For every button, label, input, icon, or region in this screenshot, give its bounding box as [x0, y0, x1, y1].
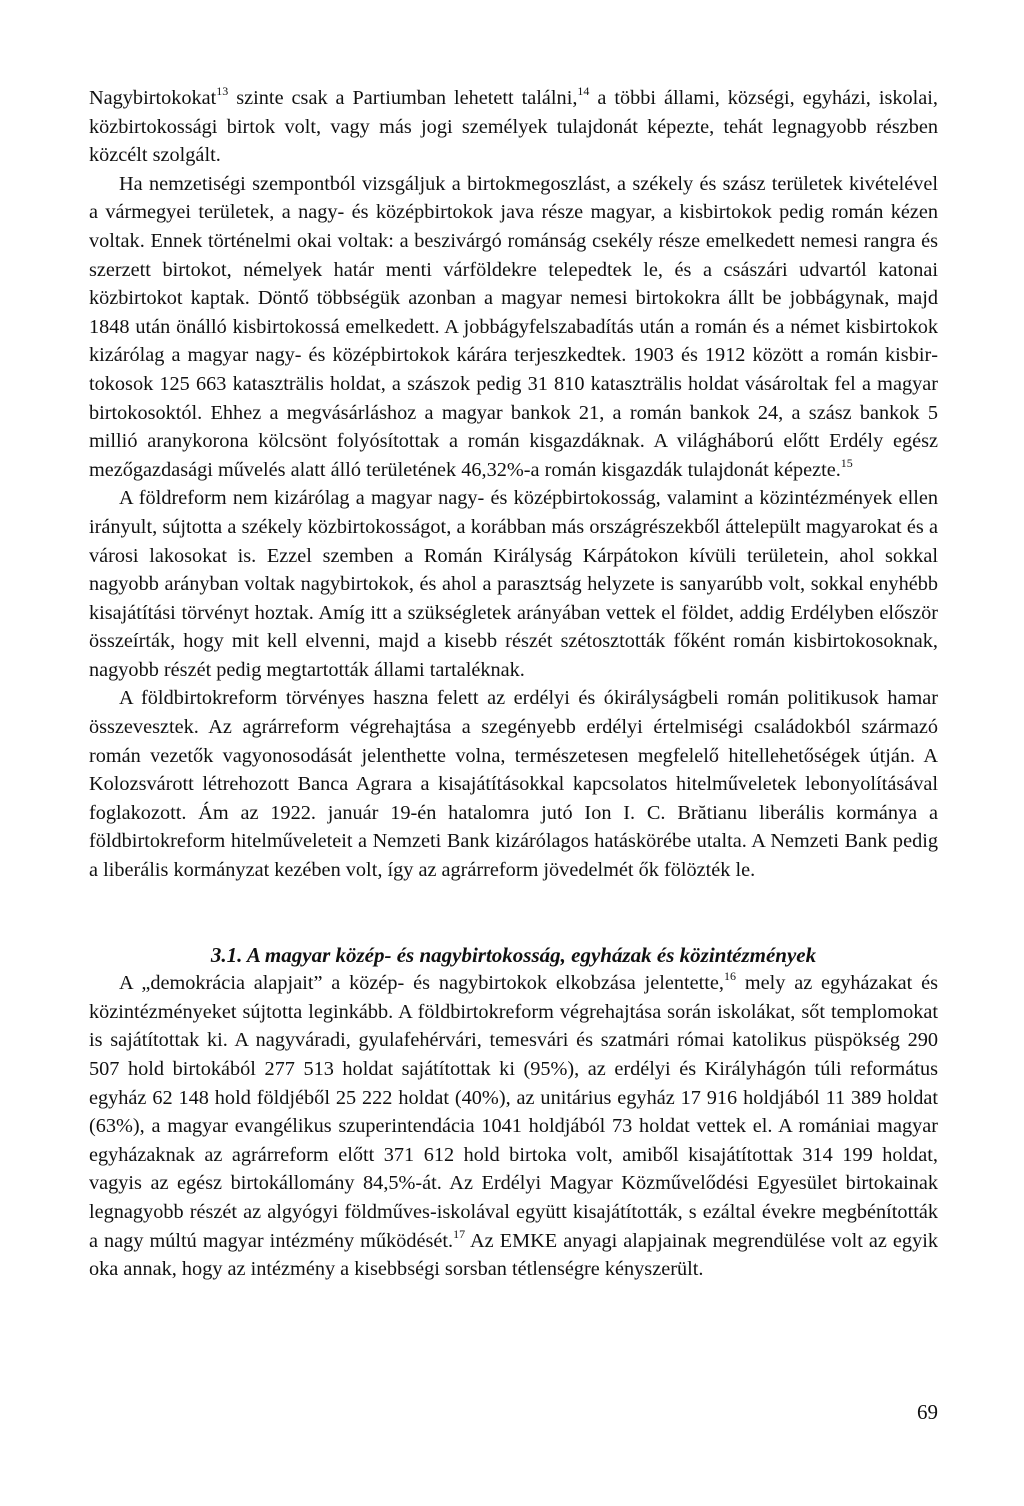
footnote-ref: 15 [840, 455, 853, 470]
page-body [89, 84, 938, 1284]
paragraph-text: szinte csak a Partiumban lehetett találni, [228, 87, 578, 109]
paragraph-text: A földbirtokreform törvényes haszna felett az erdélyi és ókirályságbeli román politikusok hamar összevesztek. Az agrárreform végrehajtása a szegényebb erdélyi értelmiségi családokból származó román vezetők vagyonosodását jelenthette volna, természetesen megfelelő hitellehetőségek útján. A Kolozsvárott létrehozott Banca Agrara a kisajátításokkal kapcsolatos hitelműveletek lebonyolításával foglakozott. Ám az 1922. január 19-én hatalomra jutó Ion I. C. Brătianu liberális kormánya a földbirtokreform hitelműveleteit a Nemzeti Bank kizárólagos hatáskörébe utalta. A Nemzeti Bank pedig a liberális kormányzat kezében volt, így az agrárreform jövedelmét ők fölözték le. [89, 687, 938, 882]
footnote-ref: 14 [577, 84, 590, 98]
paragraph-text: Az EMKE anyagi alapjainak megrendülése volt az egyik oka annak, hogy az intézmény a kisebbségi sorsban tétlenségre kényszerült. [89, 1229, 938, 1281]
paragraph [89, 84, 938, 170]
paragraph-text: Nagybirtokokat [89, 87, 217, 109]
section-heading: 3.1. A magyar közép- és nagybirtokosság, egyházak és közintézmények [210, 942, 817, 967]
paragraph-text: mely az egyházakat és közintézményeket sújtotta leginkább. A földbirtokreform végrehajtása során iskolákat, sőt templomokat is sajátítottak ki. A nagyváradi, gyulafehérvári, temesvári és szatmári római katolikus püspökség 290 507 hold birtokából 277 513 holdat sajátítottak ki (95%), az erdélyi és Királyhágón túli református egyház 62 148 hold földjéből 25 222 holdat (40%), az unitárius egyház 17 916 holdjából 11 389 holdat (63%), a magyar evangélikus szuperintendácia 1041 holdjából 73 holdat vettek el. A romániai magyar egyházaknak az agrárreform előtt 371 612 hold birtoka volt, amiből kisajátítottak 314 199 holdat, vagyis az egész birtokállomány 84,5%-át. Az Erdélyi Magyar Közművelődési Egyesület birtokainak legnagyobb részét az algyógyi földműves-iskolával együtt kisajátították, s ezáltal évekre megbénították a nagy múltú magyar intézmény működését. [89, 972, 938, 1252]
footnote-ref: 17 [453, 1226, 466, 1241]
paragraph-text: A földreform nem kizárólag a magyar nagy- és középbirtokosság, valamint a közintézmények ellen irányult, sújtotta a székely közbirtokosságot, a korábban más országrészekből áttelepült magyarokat és a városi lakosokat is. Ezzel szemben a Román Királyság Kárpátokon kívüli területein, ahol sokkal nagyobb arányban voltak nagybirtokok, és ahol a parasztság helyzete is sanyarúbb volt, sokkal enyhébb kisajátítási törvényt hoztak. Amíg itt a szükségletek arányában vettek el földet, addig Erdélyben először összeírták, hogy mit kell elvenni, majd a kisebb részét szétosztották főként román kisbirtokosoknak, nagyobb részét pedig megtartották állami tartaléknak. [89, 487, 938, 681]
paragraph [89, 684, 938, 884]
bottom-paragraphs [89, 969, 938, 1284]
footnote-ref: 13 [216, 84, 229, 98]
paragraph-text: A „demokrácia alapjait” a közép- és nagybirtokok elkobzása jelentette, [119, 972, 725, 995]
paragraph [89, 484, 938, 684]
page-number: 69 [917, 1400, 938, 1424]
footnote-ref: 16 [724, 969, 737, 984]
paragraph [89, 969, 938, 1284]
paragraph-text: Ha nemzetiségi szempontból vizsgáljuk a birtokmegoszlást, a székely és szász területek kivételével a vármegyei területek, a nagy- és középbirtokok java része magyar, a kisbirtokok pedig román kézen voltak. Ennek történelmi okai voltak: a beszivárgó románság csekély része emelkedett nemesi rangra és szerzett birtokot, némelyek határ menti várföldekre telepedtek le, és a császári udvartól katonai közbirtokot kaptak. Döntő többségük azonban a magyar nemesi birtokokra állt be jobbágynak, majd 1848 után önálló kisbirtokossá emelkedett. A jobbágyfelszabadítás után a román és a német kisbirtokok kizárólag a magyar nagy- és középbirtokok kárára terjeszkedtek. 1903 és 1912 között a román kisbirtokosok 125 663 kataszträlis holdat, a szászok pedig 31 810 kataszträlis holdat vásároltak fel a magyar birtokosoktól. Ehhez a megvásárláshoz a magyar bankok 21, a román bankok 24, a szász bankok 5 millió aranykorona kölcsönt folyósítottak a román kisgazdáknak. A világháború előtt Erdély egész mezőgazdasági művelés alatt álló területének 46,32%-a román kisgazdák tulajdonát képezte. [89, 172, 938, 481]
top-paragraphs [89, 84, 938, 885]
paragraph [89, 170, 938, 485]
paragraph-text: a többi állami, községi, egyházi, iskolai, közbirtokossági birtok volt, vagy más jogi személyek tulajdonát képezte, tehát legnagyobb részben közcélt szolgált. [89, 87, 938, 167]
